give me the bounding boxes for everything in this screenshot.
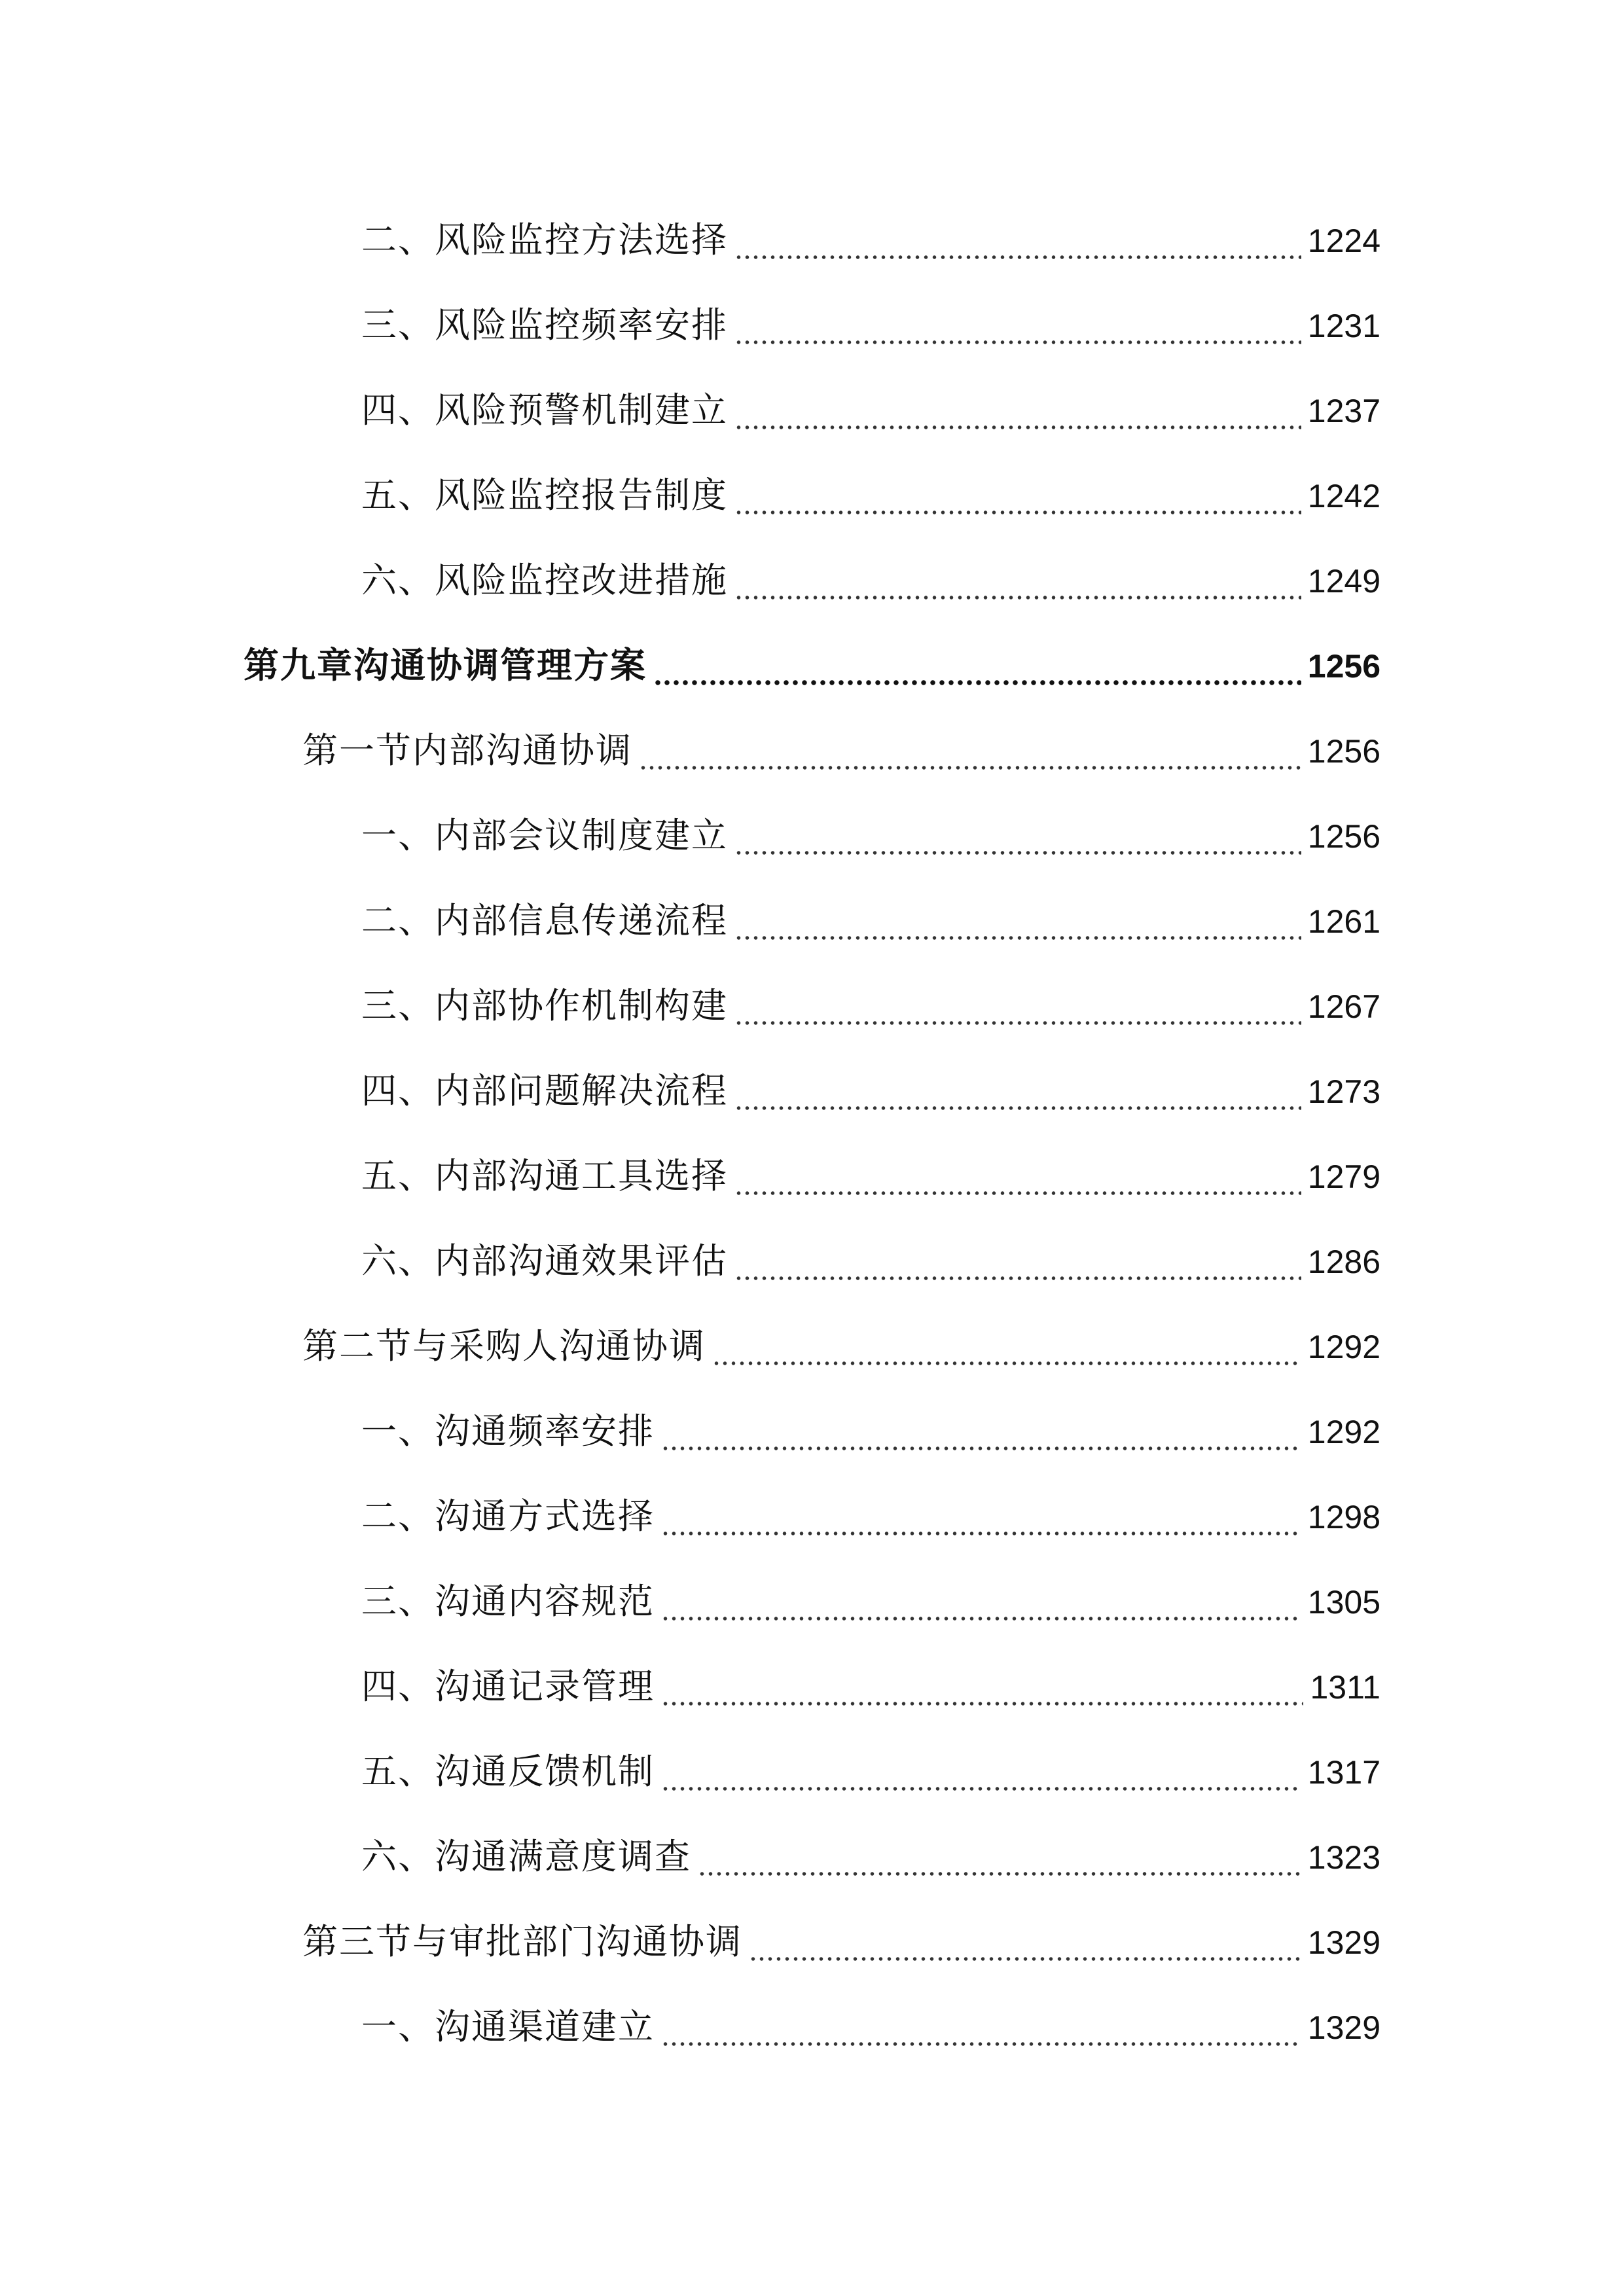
- toc-dot-leader: [734, 425, 1301, 429]
- toc-dot-leader: [734, 851, 1301, 855]
- toc-entry-page: 1292: [1307, 1414, 1380, 1450]
- toc-entry-page: 1249: [1307, 563, 1380, 600]
- toc-entry-page: 1242: [1307, 478, 1380, 514]
- toc-entry[interactable]: [361, 1402, 1380, 1461]
- toc-entry-title: 六、风险监控改进措施: [361, 560, 728, 601]
- toc-entry-title: 一、内部会议制度建立: [361, 815, 728, 856]
- toc-entry-page: 1256: [1307, 818, 1380, 855]
- toc-entry-page: 1256: [1307, 733, 1380, 770]
- toc-entry[interactable]: [361, 1998, 1380, 2056]
- toc-dot-leader: [661, 1787, 1301, 1791]
- toc-dot-leader: [661, 1446, 1301, 1450]
- toc-entry-page: 1311: [1310, 1669, 1380, 1706]
- toc-dot-leader: [661, 1532, 1301, 1535]
- toc-entry[interactable]: [361, 1062, 1380, 1121]
- toc-entry-page: 1231: [1307, 308, 1380, 344]
- toc-dot-leader: [734, 1106, 1301, 1110]
- toc-entry-title: 第九章沟通协调管理方案: [244, 645, 647, 686]
- toc-entry[interactable]: [361, 1487, 1380, 1546]
- toc-entry-title: 五、内部沟通工具选择: [361, 1155, 728, 1196]
- toc-dot-leader: [661, 2042, 1301, 2046]
- toc-entry-title: 五、风险监控报告制度: [361, 475, 728, 516]
- toc-entry[interactable]: [361, 551, 1380, 610]
- toc-entry-page: 1273: [1307, 1073, 1380, 1110]
- toc-dot-leader: [734, 1276, 1301, 1280]
- toc-entry-page: 1323: [1307, 1839, 1380, 1876]
- toc-dot-leader: [661, 1617, 1301, 1621]
- toc-dot-leader: [734, 1021, 1301, 1025]
- toc-entry-title: 六、沟通满意度调查: [361, 1836, 691, 1877]
- toc-entry-page: 1237: [1307, 393, 1380, 429]
- toc-dot-leader: [734, 936, 1301, 940]
- toc-dot-leader: [734, 511, 1301, 514]
- toc-entry-page: 1317: [1307, 1754, 1380, 1791]
- toc-entry-page: 1279: [1307, 1158, 1380, 1195]
- toc-entry-page: 1292: [1307, 1329, 1380, 1365]
- toc-entry-title: 二、内部信息传递流程: [361, 900, 728, 941]
- toc-entry-page: 1261: [1307, 903, 1380, 940]
- toc-dot-leader: [734, 596, 1301, 600]
- toc-entry-title: 一、沟通渠道建立: [361, 2006, 655, 2047]
- toc-entry-title: 二、风险监控方法选择: [361, 219, 728, 260]
- toc-entry-page: 1286: [1307, 1244, 1380, 1280]
- toc-entry[interactable]: [361, 1827, 1380, 1886]
- toc-entry-title: 三、风险监控频率安排: [361, 304, 728, 346]
- toc-entry[interactable]: [361, 381, 1380, 440]
- toc-entry-page: 1329: [1307, 1924, 1380, 1961]
- toc-entry-page: 1305: [1307, 1584, 1380, 1621]
- toc-entry-page: 1298: [1307, 1499, 1380, 1535]
- toc-dot-leader: [734, 340, 1301, 344]
- toc-entry-title: 第二节与采购人沟通协调: [302, 1325, 706, 1367]
- toc-dot-leader: [639, 766, 1301, 770]
- toc-entry-title: 第一节内部沟通协调: [302, 730, 632, 771]
- toc-chapter-entry[interactable]: [244, 636, 1380, 695]
- toc-entry[interactable]: [361, 1657, 1380, 1716]
- toc-dot-leader: [661, 1702, 1303, 1706]
- toc-entry[interactable]: [361, 1147, 1380, 1206]
- toc-section-entry[interactable]: [302, 1317, 1380, 1376]
- toc-section-entry[interactable]: [302, 721, 1380, 780]
- toc-entry[interactable]: [361, 891, 1380, 950]
- toc-entry-title: 五、沟通反馈机制: [361, 1751, 655, 1792]
- toc-entry-title: 四、内部问题解决流程: [361, 1070, 728, 1111]
- toc-dot-leader: [734, 255, 1301, 259]
- toc-entry-title: 三、沟通内容规范: [361, 1581, 655, 1622]
- toc-entry-page: 1224: [1307, 223, 1380, 259]
- toc-section-entry[interactable]: [302, 1912, 1380, 1971]
- toc-entry-title: 二、沟通方式选择: [361, 1496, 655, 1537]
- toc-dot-leader: [712, 1361, 1301, 1365]
- toc-entry[interactable]: [361, 977, 1380, 1035]
- toc-entry[interactable]: [361, 1572, 1380, 1631]
- toc-entry-page: 1329: [1307, 2009, 1380, 2046]
- toc-entry-title: 三、内部协作机制构建: [361, 985, 728, 1026]
- toc-entry[interactable]: [361, 1742, 1380, 1801]
- toc-entry-title: 第三节与审批部门沟通协调: [302, 1921, 742, 1962]
- toc-dot-leader: [653, 680, 1301, 685]
- toc-entry[interactable]: [361, 296, 1380, 355]
- toc-entry-title: 六、内部沟通效果评估: [361, 1240, 728, 1282]
- toc-entry-page: 1267: [1307, 988, 1380, 1025]
- toc-entry-title: 一、沟通频率安排: [361, 1410, 655, 1452]
- toc-entry-title: 四、风险预警机制建立: [361, 389, 728, 431]
- toc-dot-leader: [698, 1872, 1301, 1876]
- toc-entry[interactable]: [361, 806, 1380, 865]
- toc-dot-leader: [734, 1191, 1301, 1195]
- toc-dot-leader: [749, 1957, 1301, 1961]
- toc-entry[interactable]: [361, 211, 1380, 270]
- toc-entry[interactable]: [361, 466, 1380, 525]
- toc-entry-page: 1256: [1307, 648, 1380, 685]
- toc-entry[interactable]: [361, 1232, 1380, 1291]
- toc-entry-title: 四、沟通记录管理: [361, 1666, 655, 1707]
